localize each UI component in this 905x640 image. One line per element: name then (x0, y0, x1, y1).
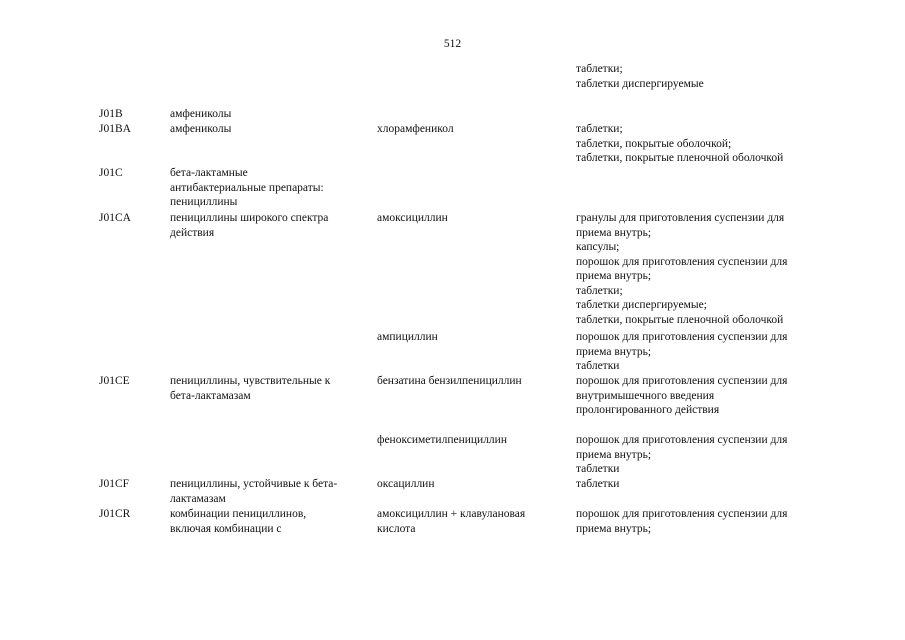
drug-name: амоксициллин + клавулановая кислота (377, 508, 526, 535)
anatomical-group: амфениколы (170, 123, 232, 135)
atc-code: J01CE (99, 375, 130, 387)
anatomical-group: пенициллины широкого спектра действия (170, 212, 329, 239)
dosage-forms: гранулы для приготовления суспензии для приема внутрь; капсулы; порошок для приготовления суспензии для приема внутрь; таблетки; таблетки диспергируемые; таблетки, покрытые пленочной оболочкой (576, 212, 788, 326)
atc-code: J01B (99, 108, 123, 120)
anatomical-group: пенициллины, устойчивые к бета- лактамазам (170, 478, 338, 505)
dosage-forms: порошок для приготовления суспензии для внутримышечного введения пролонгированного действия (576, 375, 788, 416)
dosage-forms: порошок для приготовления суспензии для приема внутрь; таблетки (576, 434, 788, 475)
drug-name: бензатина бензилпенициллин (377, 375, 522, 387)
anatomical-group: пенициллины, чувствительные к бета-лактамазам (170, 375, 331, 402)
anatomical-group: бета-лактамные антибактериальные препараты: пенициллины (170, 167, 324, 208)
drug-name: оксациллин (377, 478, 435, 490)
dosage-forms: таблетки; таблетки, покрытые оболочкой; таблетки, покрытые пленочной оболочкой (576, 123, 784, 164)
anatomical-group: амфениколы (170, 108, 232, 120)
drug-name: хлорамфеникол (377, 123, 454, 135)
dosage-forms: таблетки; таблетки диспергируемые (576, 63, 704, 90)
atc-code: J01C (99, 167, 123, 179)
drug-name: феноксиметилпенициллин (377, 434, 507, 446)
dosage-forms: порошок для приготовления суспензии для приема внутрь; таблетки (576, 331, 788, 372)
dosage-forms: порошок для приготовления суспензии для приема внутрь; (576, 508, 788, 535)
atc-code: J01BA (99, 123, 131, 135)
dosage-forms: таблетки (576, 478, 620, 490)
atc-code: J01CA (99, 212, 131, 224)
atc-code: J01CF (99, 478, 130, 490)
atc-code: J01CR (99, 508, 131, 520)
drug-name: амоксициллин (377, 212, 448, 224)
drug-name: ампициллин (377, 331, 438, 343)
anatomical-group: комбинации пенициллинов, включая комбинации с (170, 508, 307, 535)
page-number: 512 (443, 38, 462, 50)
